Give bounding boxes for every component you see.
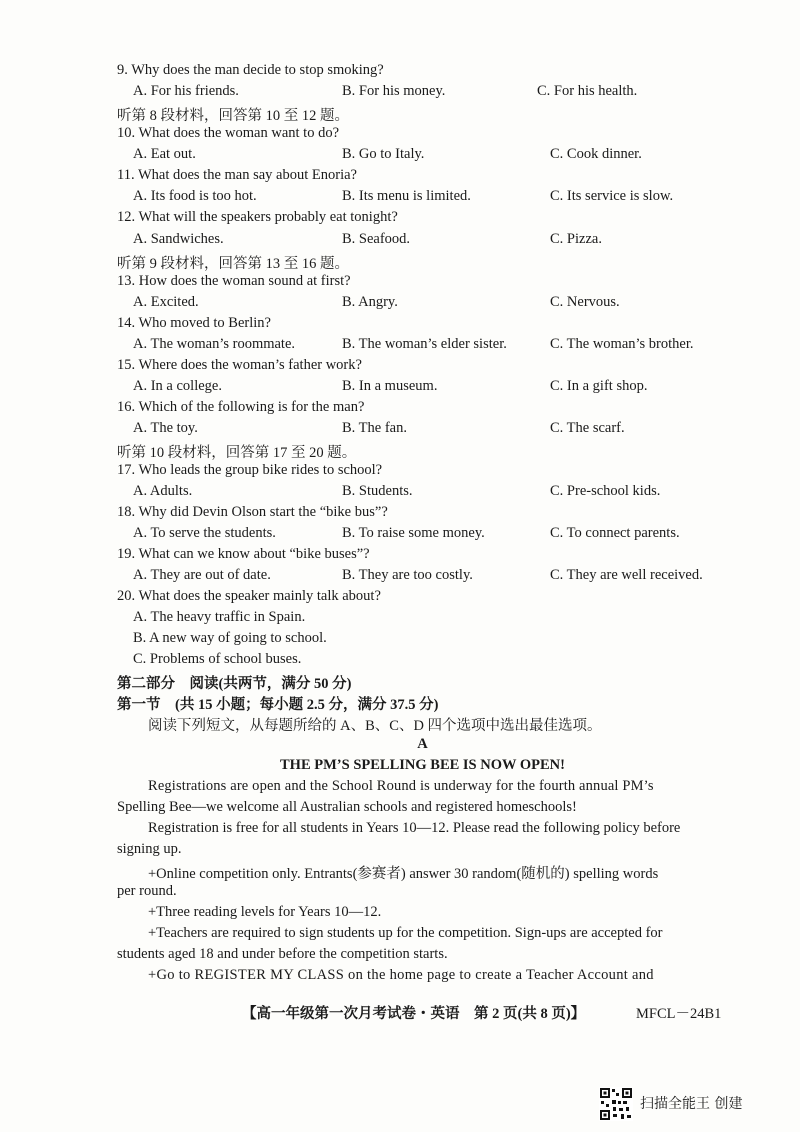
page-footer: 【高一年级第一次月考试卷・英语 第 2 页(共 8 页)】	[242, 1006, 586, 1022]
question-12: 12. What will the speakers probably eat tonight?	[117, 209, 398, 225]
option-19a: A. They are out of date.	[133, 567, 271, 583]
option-9c: C. For his health.	[537, 83, 638, 99]
question-11: 11. What does the man say about Enoria?	[117, 167, 357, 183]
option-16b: B. The fan.	[342, 420, 407, 436]
part2-instruction: 阅读下列短文，从每题所给的 A、B、C、D 四个选项中选出最佳选项。	[148, 718, 602, 734]
part2-section1: 第一节 (共 15 小题；每小题 2.5 分，满分 37.5 分)	[117, 697, 439, 713]
passage-line-1: Registrations are open and the School Round is underway for the fourth annual PM’s	[148, 778, 654, 794]
passage-letter: A	[417, 736, 428, 752]
option-17a: A. Adults.	[133, 483, 193, 499]
option-15c: C. In a gift shop.	[550, 378, 648, 394]
option-16c: C. The scarf.	[550, 420, 625, 436]
option-20c: C. Problems of school buses.	[133, 651, 302, 667]
option-19b: B. They are too costly.	[342, 567, 473, 583]
option-17c: C. Pre-school kids.	[550, 483, 661, 499]
option-14c: C. The woman’s brother.	[550, 336, 694, 352]
question-16: 16. Which of the following is for the man?	[117, 399, 365, 415]
section-header-9: 听第 9 段材料，回答第 13 至 16 题。	[117, 256, 349, 272]
option-20b: B. A new way of going to school.	[133, 630, 327, 646]
passage-line-7: +Three reading levels for Years 10—12.	[148, 904, 382, 920]
question-13: 13. How does the woman sound at first?	[117, 273, 351, 289]
option-14a: A. The woman’s roommate.	[133, 336, 296, 352]
option-12a: A. Sandwiches.	[133, 231, 224, 247]
option-18c: C. To connect parents.	[550, 525, 680, 541]
option-16a: A. The toy.	[133, 420, 198, 436]
option-19c: C. They are well received.	[550, 567, 703, 583]
passage-line-5: +Online competition only. Entrants(参赛者) answer 30 random(随机的) spelling words	[148, 866, 659, 882]
option-15b: B. In a museum.	[342, 378, 438, 394]
option-10a: A. Eat out.	[133, 146, 196, 162]
passage-line-9: students aged 18 and under before the competition starts.	[117, 946, 448, 962]
question-18: 18. Why did Devin Olson start the “bike bus”?	[117, 504, 388, 520]
option-10c: C. Cook dinner.	[550, 146, 642, 162]
option-13a: A. Excited.	[133, 294, 199, 310]
passage-title: THE PM’S SPELLING BEE IS NOW OPEN!	[280, 757, 565, 773]
option-20a: A. The heavy traffic in Spain.	[133, 609, 306, 625]
question-17: 17. Who leads the group bike rides to school?	[117, 462, 383, 478]
option-11c: C. Its service is slow.	[550, 188, 674, 204]
question-15: 15. Where does the woman’s father work?	[117, 357, 362, 373]
option-13b: B. Angry.	[342, 294, 398, 310]
question-10: 10. What does the woman want to do?	[117, 125, 340, 141]
part2-title: 第二部分 阅读(共两节，满分 50 分)	[117, 676, 352, 692]
question-9: 9. Why does the man decide to stop smoking?	[117, 62, 384, 78]
section-header-8: 听第 8 段材料，回答第 10 至 12 题。	[117, 108, 349, 124]
option-17b: B. Students.	[342, 483, 413, 499]
option-13c: C. Nervous.	[550, 294, 620, 310]
passage-line-4: signing up.	[117, 841, 182, 857]
option-18a: A. To serve the students.	[133, 525, 276, 541]
option-15a: A. In a college.	[133, 378, 222, 394]
option-9b: B. For his money.	[342, 83, 446, 99]
section-header-10: 听第 10 段材料，回答第 17 至 20 题。	[117, 445, 357, 461]
option-12c: C. Pizza.	[550, 231, 602, 247]
option-9a: A. For his friends.	[133, 83, 239, 99]
passage-line-10: +Go to REGISTER MY CLASS on the home page to create a Teacher Account and	[148, 967, 654, 983]
passage-line-2: Spelling Bee—we welcome all Australian schools and registered homeschools!	[117, 799, 577, 815]
scanner-watermark-text: 扫描全能王 创建	[640, 1096, 743, 1112]
option-14b: B. The woman’s elder sister.	[342, 336, 507, 352]
option-18b: B. To raise some money.	[342, 525, 485, 541]
passage-line-3: Registration is free for all students in Years 10—12. Please read the following policy before	[148, 820, 681, 836]
option-11a: A. Its food is too hot.	[133, 188, 257, 204]
option-10b: B. Go to Italy.	[342, 146, 425, 162]
qr-code-icon	[599, 1087, 633, 1121]
question-19: 19. What can we know about “bike buses”?	[117, 546, 370, 562]
option-11b: B. Its menu is limited.	[342, 188, 471, 204]
exam-code: MFCL－24B1	[636, 1006, 722, 1022]
passage-line-6: per round.	[117, 883, 177, 899]
passage-line-8: +Teachers are required to sign students up for the competition. Sign-ups are accepted for	[148, 925, 663, 941]
option-12b: B. Seafood.	[342, 231, 411, 247]
question-20: 20. What does the speaker mainly talk about?	[117, 588, 381, 604]
question-14: 14. Who moved to Berlin?	[117, 315, 271, 331]
